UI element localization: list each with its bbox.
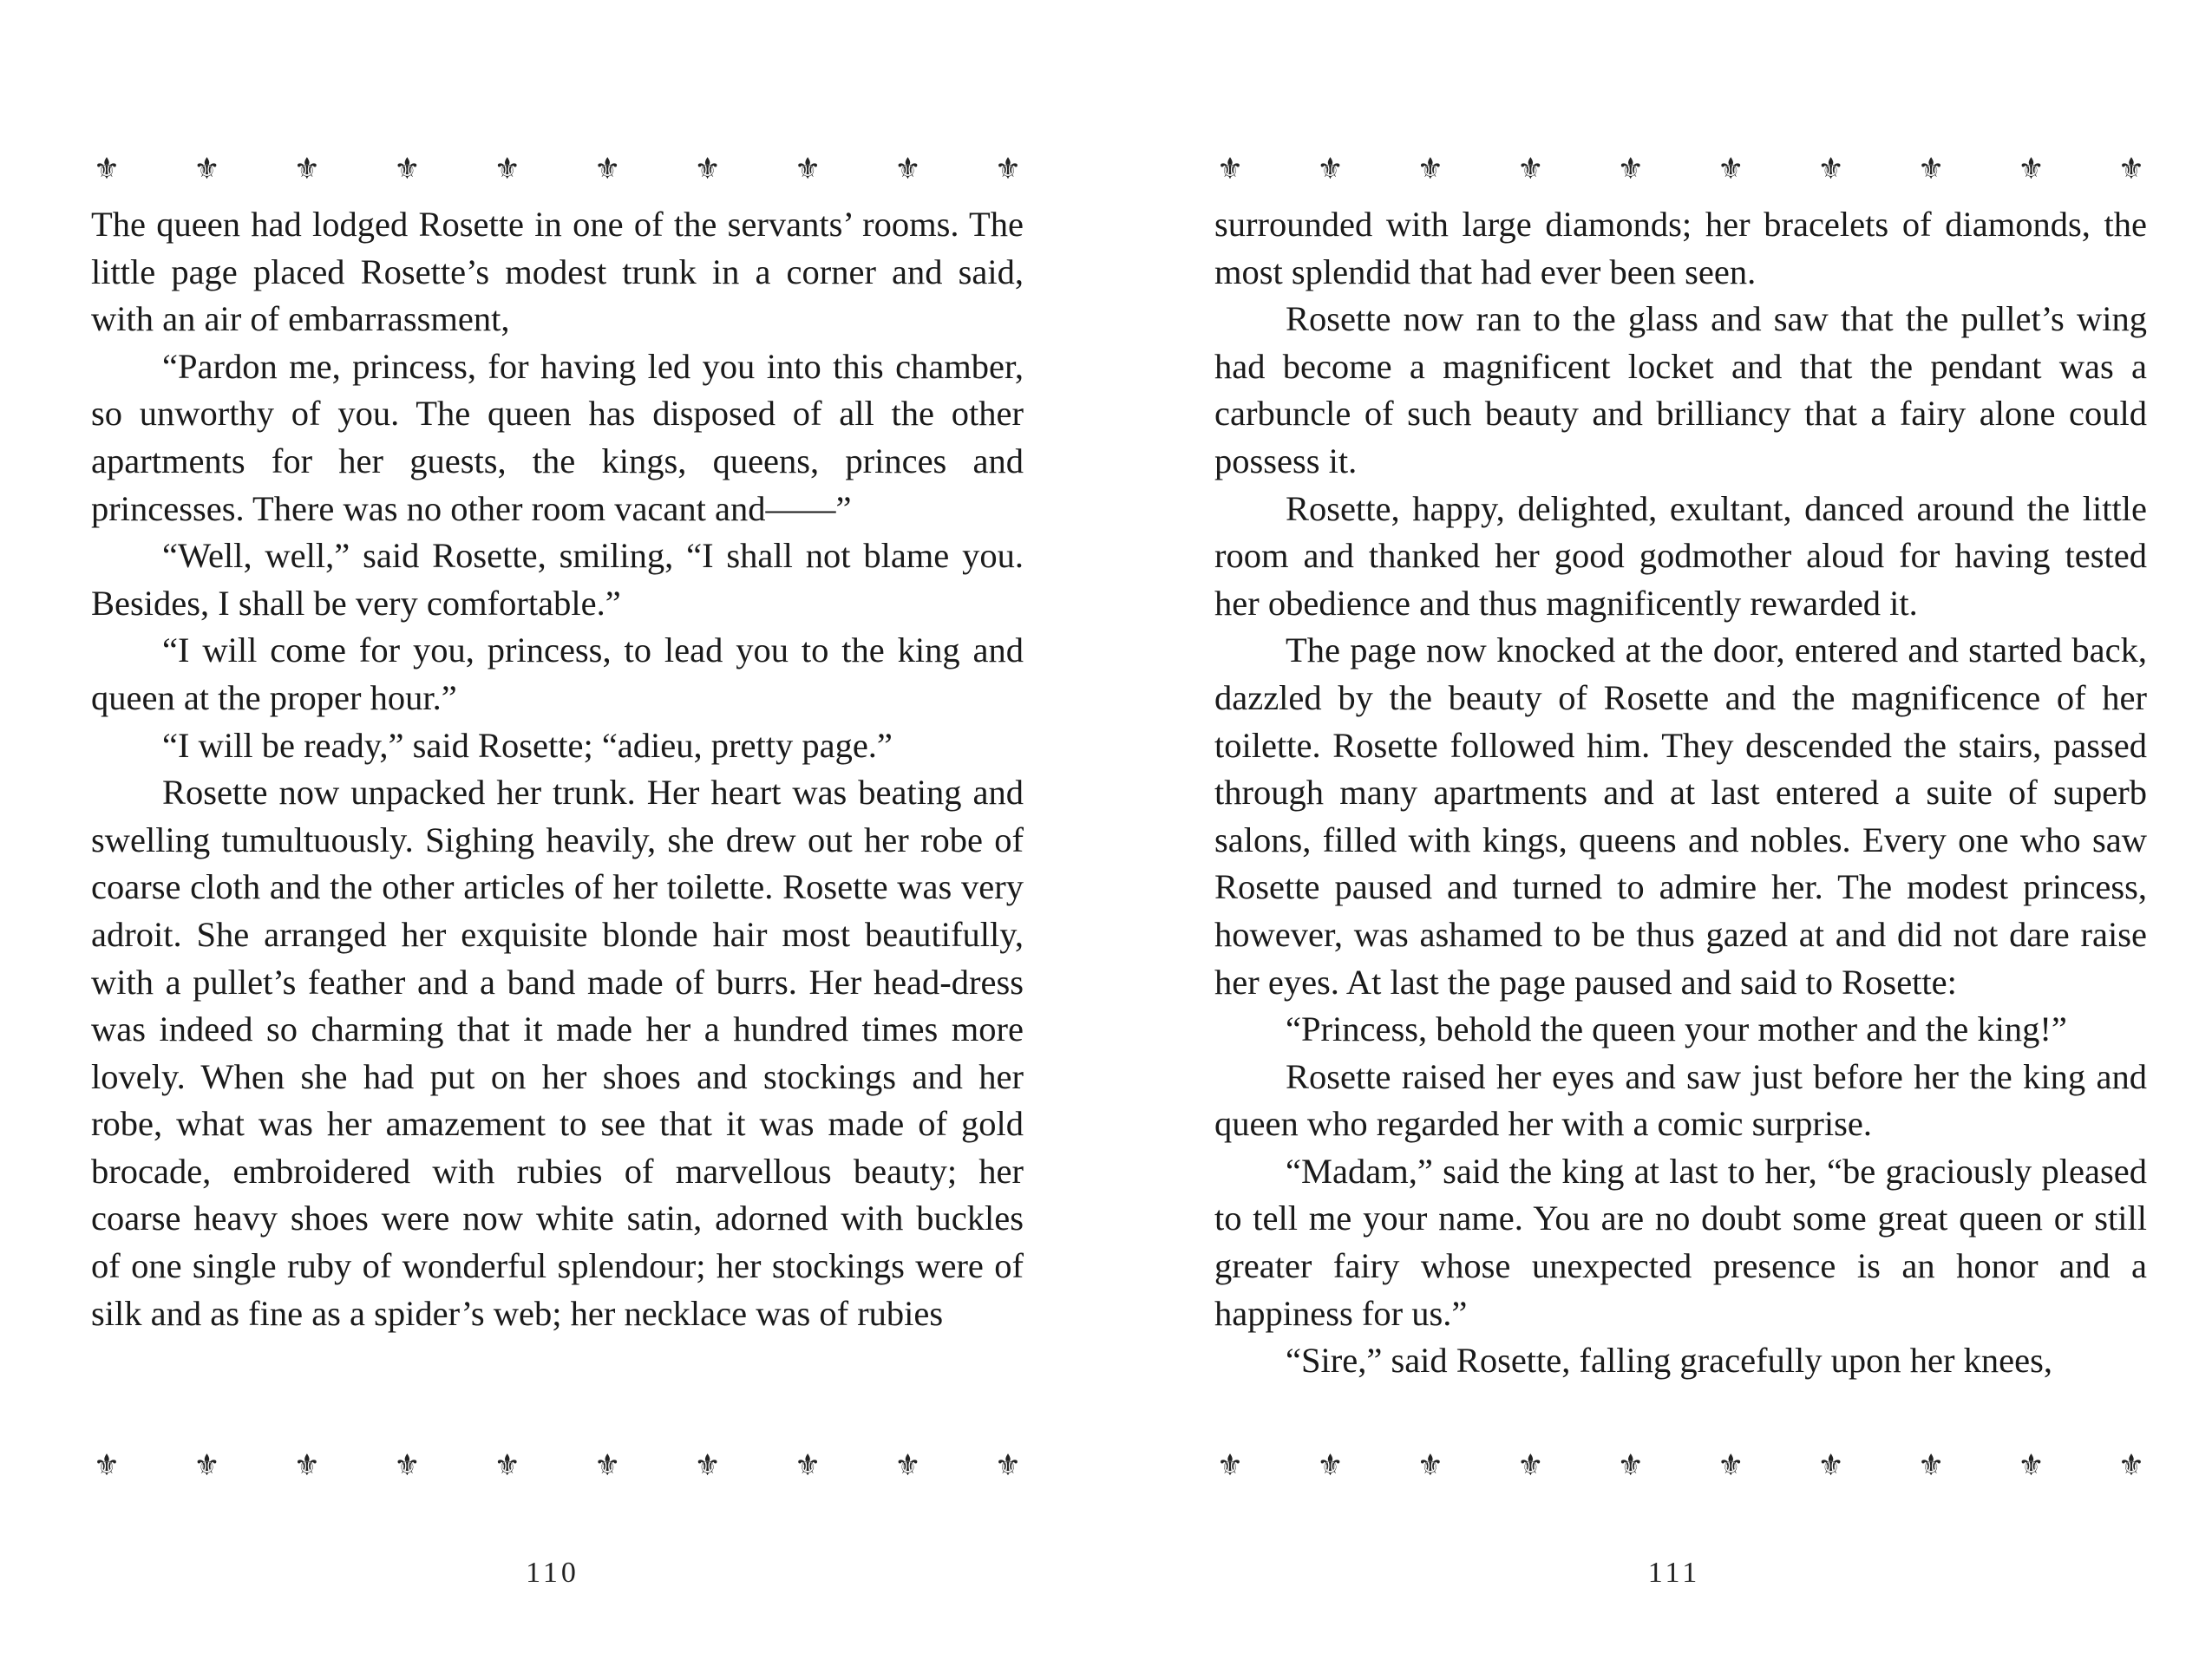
fleur-de-lis-icon: ⚜ [794, 152, 821, 186]
page-number: 110 [526, 1557, 579, 1589]
fleur-de-lis-icon: ⚜ [1817, 1448, 1844, 1483]
fleur-de-lis-icon: ⚜ [2018, 152, 2045, 186]
fleur-de-lis-icon: ⚜ [394, 1448, 421, 1483]
paragraph: “Princess, behold the queen your mother and the king!” [1286, 1009, 2067, 1049]
bottom-ornament-border [91, 1444, 1024, 1487]
fleur-de-lis-icon: ⚜ [794, 1448, 821, 1483]
fleur-de-lis-icon: ⚜ [1317, 1448, 1344, 1483]
fleur-de-lis-icon: ⚜ [93, 1448, 121, 1483]
paragraph: Rosette now ran to the glass and saw that the pullet’s wing had become a magnificent locket and that the pendant was a carbuncle of such beauty and brilliancy that a fairy alone could possess it. [1214, 299, 2147, 480]
fleur-de-lis-icon: ⚜ [1417, 1448, 1444, 1483]
fleur-de-lis-icon: ⚜ [1417, 152, 1444, 186]
fleur-de-lis-icon: ⚜ [994, 152, 1022, 186]
fleur-de-lis-icon: ⚜ [93, 152, 121, 186]
paragraph: The queen had lodged Rosette in one of the servants’ rooms. The little page placed Rosette’s modest trunk in a corner and said, with an air of embarrassment, [91, 205, 1024, 339]
fleur-de-lis-icon: ⚜ [593, 152, 621, 186]
paragraph: “I will be ready,” said Rosette; “adieu, pretty page.” [162, 725, 893, 765]
fleur-de-lis-icon: ⚜ [293, 1448, 321, 1483]
top-ornament-border [1214, 147, 2147, 191]
fleur-de-lis-icon: ⚜ [2117, 152, 2145, 186]
paragraph: surrounded with large diamonds; her bracelets of diamonds, the most splendid that had ever been seen. [1214, 205, 2147, 291]
fleur-de-lis-icon: ⚜ [1717, 152, 1744, 186]
fleur-de-lis-icon: ⚜ [394, 152, 421, 186]
fleur-de-lis-icon: ⚜ [1216, 1448, 1244, 1483]
fleur-de-lis-icon: ⚜ [1317, 152, 1344, 186]
fleur-de-lis-icon: ⚜ [1517, 1448, 1544, 1483]
fleur-de-lis-icon: ⚜ [1917, 152, 1945, 186]
fleur-de-lis-icon: ⚜ [1216, 152, 1244, 186]
fleur-de-lis-icon: ⚜ [1617, 1448, 1644, 1483]
fleur-de-lis-icon: ⚜ [593, 1448, 621, 1483]
fleur-de-lis-icon: ⚜ [894, 1448, 921, 1483]
fleur-de-lis-icon: ⚜ [694, 152, 721, 186]
fleur-de-lis-icon: ⚜ [1517, 152, 1544, 186]
fleur-de-lis-icon: ⚜ [2018, 1448, 2045, 1483]
paragraph: Rosette raised her eyes and saw just before her the king and queen who regarded her with a comic surprise. [1214, 1056, 2147, 1144]
fleur-de-lis-icon: ⚜ [1817, 152, 1844, 186]
paragraph: Rosette now unpacked her trunk. Her heart was beating and swelling tumultuously. Sighing heavily, she drew out her robe of coarse cloth and the other articles of her toilette. Rosette was very adroit. She arranged her exquisite blonde hair most beautifully, with a pullet’s feather and a band made of burrs. Her head-dress was indeed so charming that it made her a hundred times more lovely. When she had put on her shoes and stockings and her robe, what was her amazement to see that it was made of gold brocade, embroidered with rubies of marvellous beauty; her coarse heavy shoes were now white satin, adorned with buckles of one single ruby of wonderful splendour; her stockings were of silk and as fine as a spider’s web; her necklace was of rubies [91, 773, 1024, 1333]
top-ornament-border [91, 147, 1024, 191]
fleur-de-lis-icon: ⚜ [2117, 1448, 2145, 1483]
paragraph: The page now knocked at the door, entered and started back, dazzled by the beauty of Rosette and the magnificence of her toilette. Rosette followed him. They descended the stairs, passed through many apartments and at last entered a suite of superb salons, filled with kings, queens and nobles. Every one who saw Rosette paused and turned to admire her. The modest princess, however, was ashamed to be thus gazed at and did not dare raise her eyes. At last the page paused and said to Rosette: [1214, 630, 2147, 1002]
fleur-de-lis-icon: ⚜ [994, 1448, 1022, 1483]
body-text [91, 201, 1024, 1337]
paragraph: Rosette, happy, delighted, exultant, danced around the little room and thanked her good godmother aloud for having tested her obedience and thus magnificently rewarded it. [1214, 488, 2147, 623]
right-page [1106, 0, 2212, 1659]
fleur-de-lis-icon: ⚜ [193, 1448, 220, 1483]
fleur-de-lis-icon: ⚜ [894, 152, 921, 186]
paragraph: “Pardon me, princess, for having led you into this chamber, so unworthy of you. The queen has disposed of all the other apartments for her guests, the kings, queens, princes and princesses. There was no other room vacant and——” [91, 346, 1024, 528]
bottom-ornament-border [1214, 1444, 2147, 1487]
fleur-de-lis-icon: ⚜ [494, 152, 520, 186]
paragraph: “I will come for you, princess, to lead you to the king and queen at the proper hour.” [91, 630, 1024, 717]
fleur-de-lis-icon: ⚜ [1917, 1448, 1945, 1483]
fleur-de-lis-icon: ⚜ [1717, 1448, 1744, 1483]
fleur-de-lis-icon: ⚜ [694, 1448, 721, 1483]
paragraph: “Madam,” said the king at last to her, “be graciously pleased to tell me your name. You are no doubt some great queen or still greater fairy whose unexpected presence is an honor and a happiness for us.” [1214, 1151, 2147, 1333]
page-number: 111 [1647, 1557, 1701, 1589]
body-text [1214, 201, 2147, 1385]
fleur-de-lis-icon: ⚜ [494, 1448, 520, 1483]
paragraph: “Sire,” said Rosette, falling gracefully upon her knees, [1286, 1341, 2052, 1381]
fleur-de-lis-icon: ⚜ [193, 152, 220, 186]
fleur-de-lis-icon: ⚜ [1617, 152, 1644, 186]
paragraph: “Well, well,” said Rosette, smiling, “I shall not blame you. Besides, I shall be very comfortable.” [91, 536, 1024, 623]
fleur-de-lis-icon: ⚜ [293, 152, 321, 186]
